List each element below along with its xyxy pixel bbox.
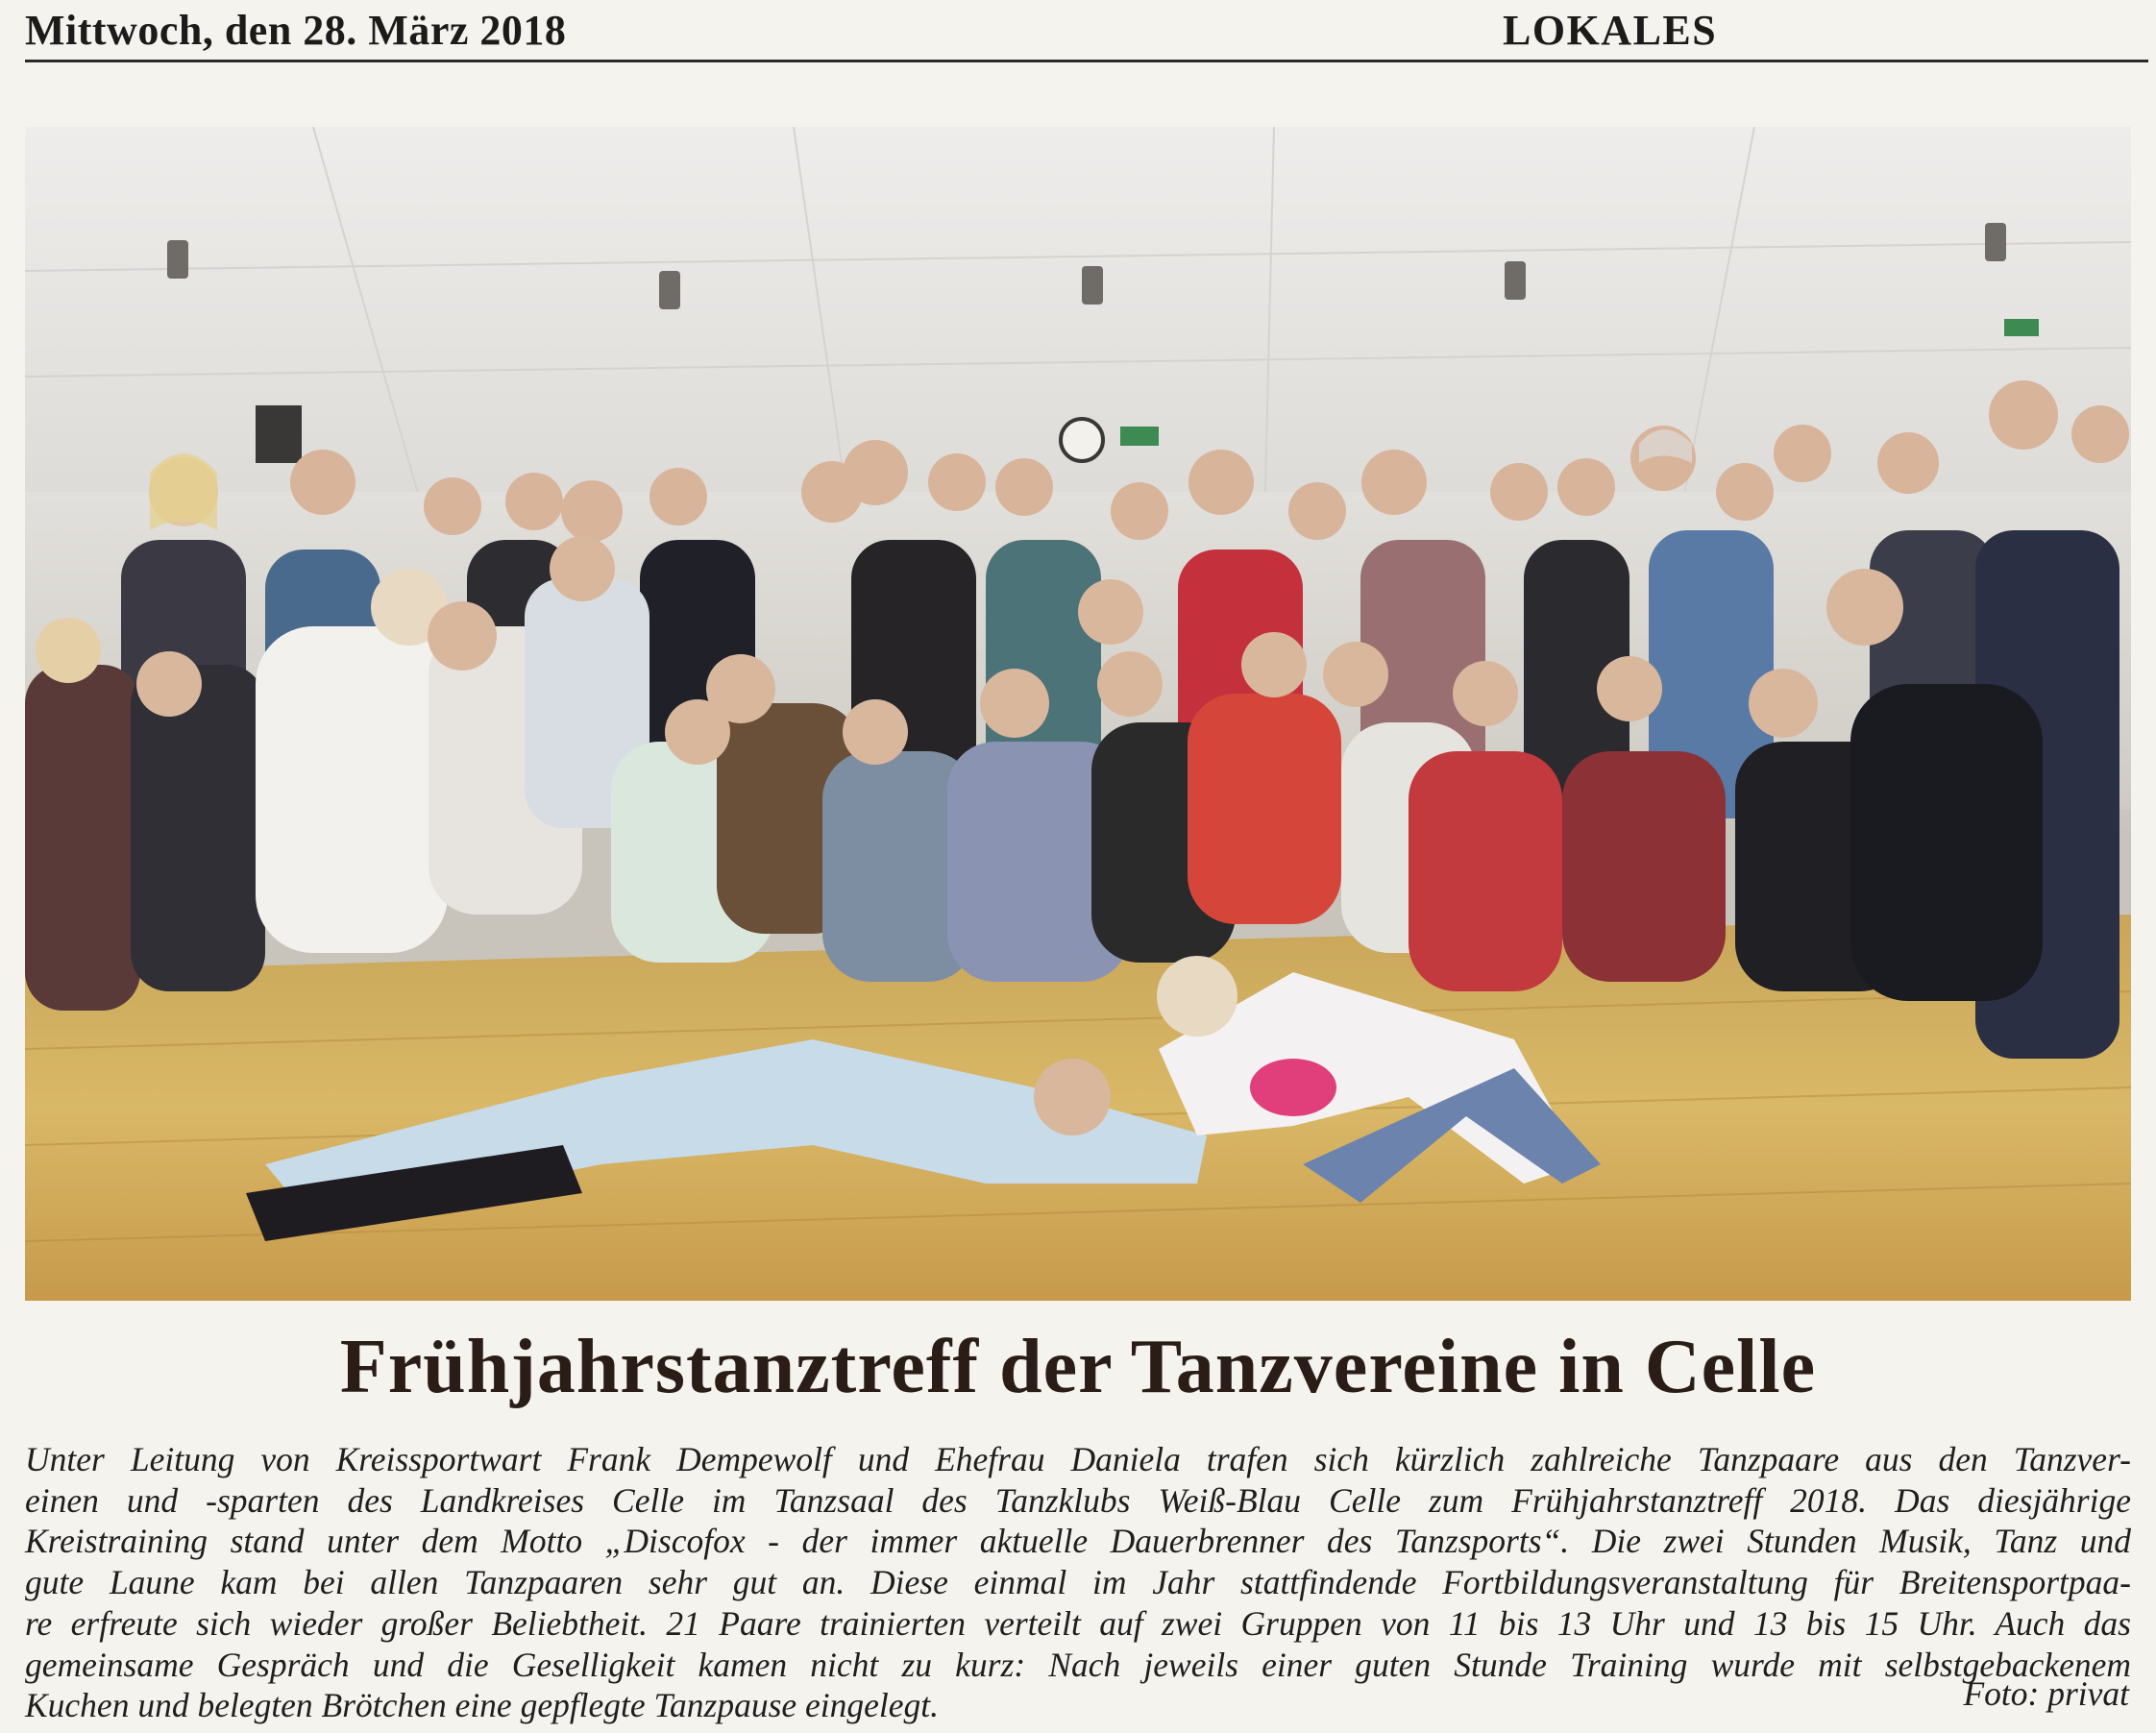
- group-photo: [25, 127, 2131, 1301]
- header-rule: [25, 60, 2148, 62]
- issue-date: Mittwoch, den 28. März 2018: [25, 7, 567, 54]
- page-header: [25, 0, 2148, 60]
- article-body: [25, 1439, 2131, 1726]
- body-line: einen und -sparten des Landkreises Celle im Tanzsaal des Tanzklubs Weiß-Blau Celle zum Frühjahrstanztreff 2018. Das diesjährige: [25, 1480, 2131, 1520]
- section-title: LOKALES: [1503, 7, 1718, 54]
- body-line: Kuchen und belegten Brötchen eine gepflegte Tanzpause eingelegt.: [25, 1686, 940, 1725]
- photo-credit: Foto: privat: [1963, 1674, 2129, 1713]
- body-line: re erfreute sich wieder großer Beliebtheit. 21 Paare trainierten verteilt auf zwei Gruppen von 11 bis 13 Uhr und 13 bis 15 Uhr. Auch das: [25, 1603, 2131, 1643]
- article-headline: Frühjahrstanztreff der Tanzvereine in Celle: [339, 1325, 1817, 1409]
- body-line: gute Laune kam bei allen Tanzpaaren sehr gut an. Diese einmal im Jahr stattfindende Fortbildungsveranstaltung für Breitensportpaa-: [25, 1563, 2131, 1602]
- body-line: Kreistraining stand unter dem Motto „Discofox - der immer aktuelle Dauerbrenner des Tanzsports“. Die zwei Stunden Musik, Tanz und: [25, 1522, 2131, 1561]
- body-line: gemeinsame Gespräch und die Geselligkeit kamen nicht zu kurz: Nach jeweils einer guten Stunde Training wurde mit selbstgebackenem: [25, 1645, 2131, 1684]
- body-line: Unter Leitung von Kreissportwart Frank Dempewolf und Ehefrau Daniela trafen sich kürzlich zahlreiche Tanzpaare aus den Tanzver-: [25, 1440, 2131, 1478]
